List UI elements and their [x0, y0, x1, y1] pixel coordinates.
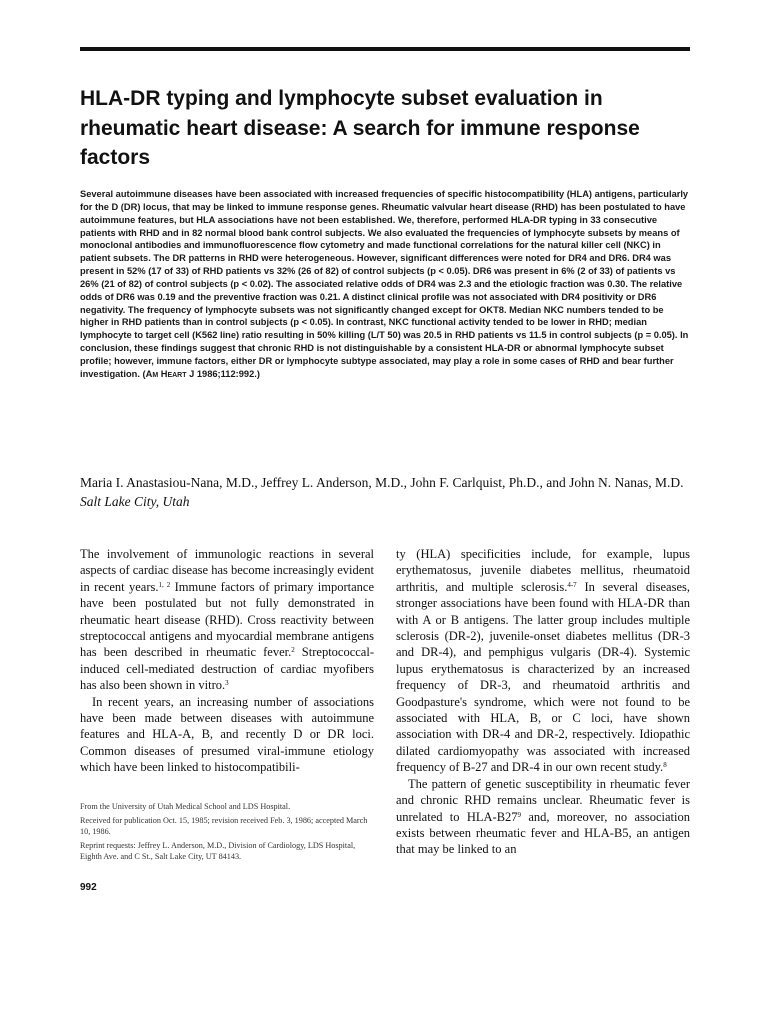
author-location: Salt Lake City, Utah	[80, 493, 190, 509]
reference-marker: 2	[291, 646, 295, 655]
body-paragraph	[396, 776, 690, 858]
body-text: The involvement of immunologic reactions in several aspects of cardiac disease has become increasingly evident in recent years.	[80, 547, 374, 594]
top-rule	[80, 47, 690, 51]
reference-marker: 9	[517, 810, 522, 819]
footnotes	[80, 801, 374, 865]
abstract-journal: Am Heart	[145, 368, 187, 379]
abstract-text: Several autoimmune diseases have been associated with increased frequencies of specific histocompatibility (HLA) antigens, particularly for the D (DR) locus, that may be linked to immune response genes. Rheumatic valvular heart disease (RHD) has been postulated to have autoimmune features, but HLA associations have not been established. We, therefore, performed HLA-DR typing in 33 consecutive patients with RHD and in 82 normal blood bank control subjects. We also evaluated the frequencies of lymphocyte subsets by means of monoclonal antibodies and immunofluorescence flow cytometry and made functional correlations for the natural killer cell (NKC) in patient subsets. The DR patterns in RHD were heterogeneous. However, significant differences were noted for DR4 and DR6. DR4 was present in 52% (17 of 33) of RHD patients vs 32% (26 of 82) of control subjects (p < 0.05). DR6 was present in 6% (2 of 33) of patients vs 26% (21 of 82) of control subjects (p < 0.02). The associated relative odds of DR4 was 2.3 and the etiologic fraction was 0.30. The relative odds of DR6 was 0.19 and the preventive fraction was 0.21. A distinct clinical profile was not associated with DR4 positivity or DR6 negativity. The frequency of lymphocyte subsets was not significantly changed except for OKT8. Median NKC numbers tended to be higher in RHD patients than in control subjects (p < 0.05). In contrast, NKC functional activity tended to be lower in RHD; median lymphocyte to target cell (K562 line) ratio resulting in 50% killing (L/T 50) was 20.5 in RHD patients vs 11.5 in control subjects (p = 0.05). In conclusion, these findings suggest that chronic RHD is not distinguishable by a consistent HLA-DR or abnormal lymphocyte subset profile; however, immune factors, either DR or lymphocyte subtype associated, may play a role in some cases of RHD and bear further investigation. (	[80, 189, 689, 379]
body-text: and, moreover, no association exists between rheumatic fever and HLA-B5, an antigen that may be linked to an	[396, 809, 690, 857]
body-paragraph	[80, 546, 374, 694]
abstract	[80, 188, 690, 381]
abstract-citation: J 1986;112:992.)	[186, 368, 260, 379]
body-paragraph	[396, 546, 690, 776]
body-column-right	[396, 546, 690, 858]
author-names: Maria I. Anastasiou-Nana, M.D., Jeffrey L. Anderson, M.D., John F. Carlquist, Ph.D., and John N. Nanas, M.D.	[80, 475, 684, 490]
reference-marker: 3	[225, 679, 229, 688]
body-text: The pattern of genetic susceptibility in rheumatic fever and chronic RHD remains unclear. Rheumatic fever is unrelated to HLA-B27	[396, 776, 690, 824]
body-text: Streptococcal-induced cell-mediated destruction of cardiac myofibers has also been shown in vitro.	[80, 645, 374, 693]
reference-marker: 4-7	[567, 580, 577, 589]
author-line	[80, 474, 690, 511]
body-paragraph: In recent years, an increasing number of associations have been made between diseases with autoimmune features and HLA-A, B, and recently D or DR loci. Common diseases of presumed viral-immune etiology which have been linked to histocompatibili-	[80, 694, 374, 775]
body-text: Immune factors of primary importance have been postulated but not fully demonstrated in rheumatic heart disease (RHD). Cross reactivity between streptococcal antigens and myocardial membrane antigens has been described in rheumatic fever.	[80, 579, 374, 660]
footnote-received: Received for publication Oct. 15, 1985; revision received Feb. 3, 1986; accepted March 10, 1986.	[80, 816, 368, 836]
footnote-reprints: Reprint requests: Jeffrey L. Anderson, M.D., Division of Cardiology, LDS Hospital, Eighth Ave. and C St., Salt Lake City, UT 84143.	[80, 841, 356, 861]
reference-marker: 1, 2	[158, 580, 171, 589]
body-column-left	[80, 546, 374, 776]
page-number: 992	[80, 882, 97, 893]
reference-marker: 8	[663, 761, 667, 770]
body-text: In several diseases, stronger associations have been found with HLA-DR than with A or B antigens. The latter group includes multiple sclerosis (DR-2), juvenile-onset diabetes mellitus (DR-3 and DR-4), and pemphigus vulgaris (DR-4). Systemic lupus erythematosus is characterized by an increased frequency of DR-3, and rheumatoid arthritis and Goodpasture's syndrome, which were not found to be associated with HLA, B, or C loci, have shown association with DR-4 and DR-2, respectively. Idiopathic dilated cardiomyopathy was associated with increased frequency of B-27 and DR-4 in our own recent study.	[396, 579, 690, 775]
article-title: HLA-DR typing and lymphocyte subset evaluation in rheumatic heart disease: A search for immune response factors	[80, 87, 640, 169]
footnote-affiliation: From the University of Utah Medical School and LDS Hospital.	[80, 802, 291, 811]
body-text: ty (HLA) specificities include, for example, lupus erythematosus, juvenile diabetes mellitus, rheumatoid arthritis, and multiple sclerosis.	[396, 547, 690, 594]
